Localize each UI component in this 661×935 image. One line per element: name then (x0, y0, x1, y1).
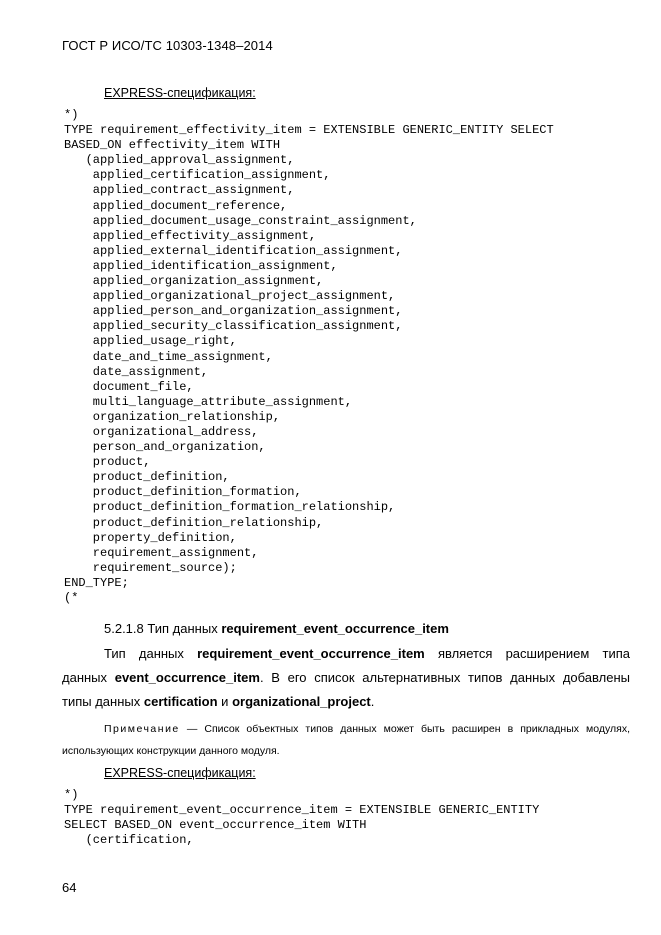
code-line: document_file, (64, 379, 194, 394)
code-line: multi_language_attribute_assignment, (64, 394, 353, 409)
code-line: *) (64, 108, 79, 122)
code-line: (* (64, 591, 79, 605)
code-line: requirement_assignment, (64, 545, 259, 560)
para-entity-1: requirement_event_occurrence_item (197, 646, 425, 661)
code-line: applied_security_classification_assignment, (64, 319, 403, 334)
para-text-3: . В его список альтернативных типов данных добавлены типы данных (62, 670, 630, 709)
code-line: date_assignment, (64, 364, 209, 379)
code-line: product_definition_formation_relationship, (64, 500, 396, 515)
code-line: SELECT BASED_ON event_occurrence_item WITH (64, 818, 367, 833)
document-header: ГОСТ Р ИСО/ТС 10303-1348–2014 (62, 38, 273, 53)
code-line: property_definition, (64, 530, 237, 545)
code-line: applied_document_reference, (64, 198, 288, 213)
para-text-5: . (370, 694, 375, 709)
express-spec-label-2: EXPRESS-спецификация: (104, 766, 256, 780)
code-line: BASED_ON effectivity_item WITH (64, 138, 281, 153)
code-line: (certification, (64, 833, 194, 848)
code-line: applied_certification_assignment, (64, 168, 331, 183)
code-line: TYPE requirement_effectivity_item = EXTENSIBLE GENERIC_ENTITY SELECT (64, 123, 554, 138)
note-label: Примечание (104, 723, 180, 735)
code-line: product_definition_formation, (64, 485, 302, 500)
para-entity-2: event_occurrence_item (114, 670, 260, 685)
code-line: *) (64, 788, 79, 802)
code-line: requirement_source); (64, 560, 237, 575)
section-title-entity: requirement_event_occurrence_item (221, 621, 449, 636)
code-line: applied_organization_assignment, (64, 274, 324, 289)
note-text: Список объектных типов данных может быть расширен в прикладных модулях, использующих конструкции данного модуля. (62, 723, 630, 757)
code-line: TYPE requirement_event_occurrence_item = EXTENSIBLE GENERIC_ENTITY (64, 803, 540, 818)
section-title-prefix: Тип данных (147, 621, 218, 636)
express-code-block-2 (64, 788, 539, 848)
code-line: applied_usage_right, (64, 334, 237, 349)
code-line: applied_organizational_project_assignment, (64, 289, 396, 304)
note-dash: — (186, 723, 198, 735)
code-line: applied_document_usage_constraint_assignment, (64, 213, 417, 228)
express-spec-label-1: EXPRESS-спецификация: (104, 86, 256, 100)
page-number: 64 (62, 880, 77, 895)
note-paragraph (62, 718, 630, 762)
code-line: organization_relationship, (64, 409, 281, 424)
code-line: (applied_approval_assignment, (64, 153, 295, 168)
code-line: product_definition, (64, 470, 230, 485)
code-line: END_TYPE; (64, 575, 129, 590)
section-heading (104, 621, 449, 636)
code-line: person_and_organization, (64, 440, 266, 455)
code-line: product, (64, 455, 151, 470)
code-line: applied_contract_assignment, (64, 183, 295, 198)
code-line: applied_identification_assignment, (64, 258, 338, 273)
para-entity-3: certification (143, 694, 218, 709)
code-line: product_definition_relationship, (64, 515, 324, 530)
code-line: date_and_time_assignment, (64, 349, 273, 364)
section-number: 5.2.1.8 (104, 621, 144, 636)
code-line: applied_person_and_organization_assignment, (64, 304, 403, 319)
code-line: organizational_address, (64, 424, 259, 439)
description-paragraph (62, 642, 630, 714)
para-entity-4: organizational_project (232, 694, 371, 709)
para-text-1: Тип данных (104, 646, 184, 661)
para-text-2: является расширением типа данных (62, 646, 630, 685)
code-line: applied_effectivity_assignment, (64, 228, 317, 243)
code-line: applied_external_identification_assignment, (64, 243, 403, 258)
express-code-block-1 (64, 108, 554, 606)
para-text-4: и (221, 694, 229, 709)
